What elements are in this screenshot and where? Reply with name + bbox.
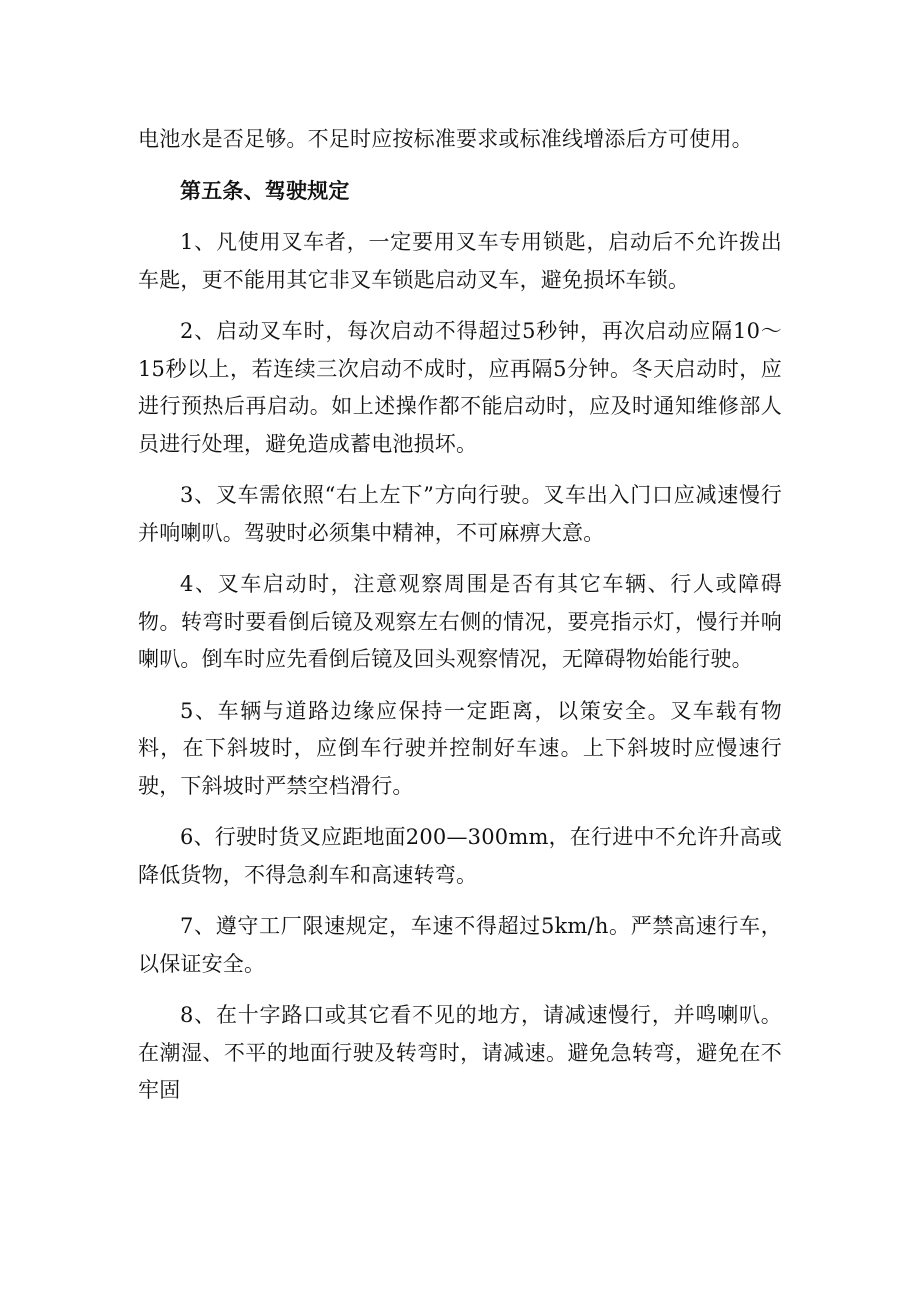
continuation-paragraph: 电池水是否足够。不足时应按标准要求或标准线增添后方可使用。 xyxy=(138,127,753,151)
paragraph-item-1: 1、凡使用叉车者，一定要用叉车专用锁匙，启动后不允许拨出车匙，更不能用其它非叉车锁匙启动叉车，避免损坏车锁。 xyxy=(138,230,782,292)
paragraph-item-5: 5、车辆与道路边缘应保持一定距离，以策安全。叉车载有物料，在下斜坡时，应倒车行驶并控制好车速。上下斜坡时应慢速行驶，下斜坡时严禁空档滑行。 xyxy=(138,698,782,798)
paragraph-item-2: 2、启动叉车时，每次启动不得超过5秒钟，再次启动应隔10～15秒以上，若连续三次启动不成时，应再隔5分钟。冬天启动时，应进行预热后再启动。如上述操作都不能启动时，应及时通知维修部人员进行处理，避免造成蓄电池损坏。 xyxy=(138,319,782,456)
paragraph-item-8: 8、在十字路口或其它看不见的地方，请减速慢行，并鸣喇叭。在潮湿、不平的地面行驶及转弯时，请减速。避免急转弯，避免在不牢固 xyxy=(138,1003,782,1102)
section-heading: 第五条、驾驶规定 xyxy=(180,178,350,203)
document-page xyxy=(138,121,782,1110)
paragraph-item-7: 7、遵守工厂限速规定，车速不得超过5km/h。严禁高速行车，以保证安全。 xyxy=(138,914,782,976)
paragraph-item-6: 6、行驶时货叉应距地面200—300mm，在行进中不允许升高或降低货物，不得急刹车和高速转弯。 xyxy=(138,825,782,887)
paragraph-item-4: 4、叉车启动时，注意观察周围是否有其它车辆、行人或障碍物。转弯时要看倒后镜及观察左右侧的情况，要亮指示灯，慢行并响喇叭。倒车时应先看倒后镜及回头观察情况，无障碍物始能行驶。 xyxy=(138,572,782,671)
paragraph-item-3: 3、叉车需依照“右上左下”方向行驶。叉车出入门口应减速慢行并响喇叭。驾驶时必须集中精神，不可麻痹大意。 xyxy=(138,483,782,545)
